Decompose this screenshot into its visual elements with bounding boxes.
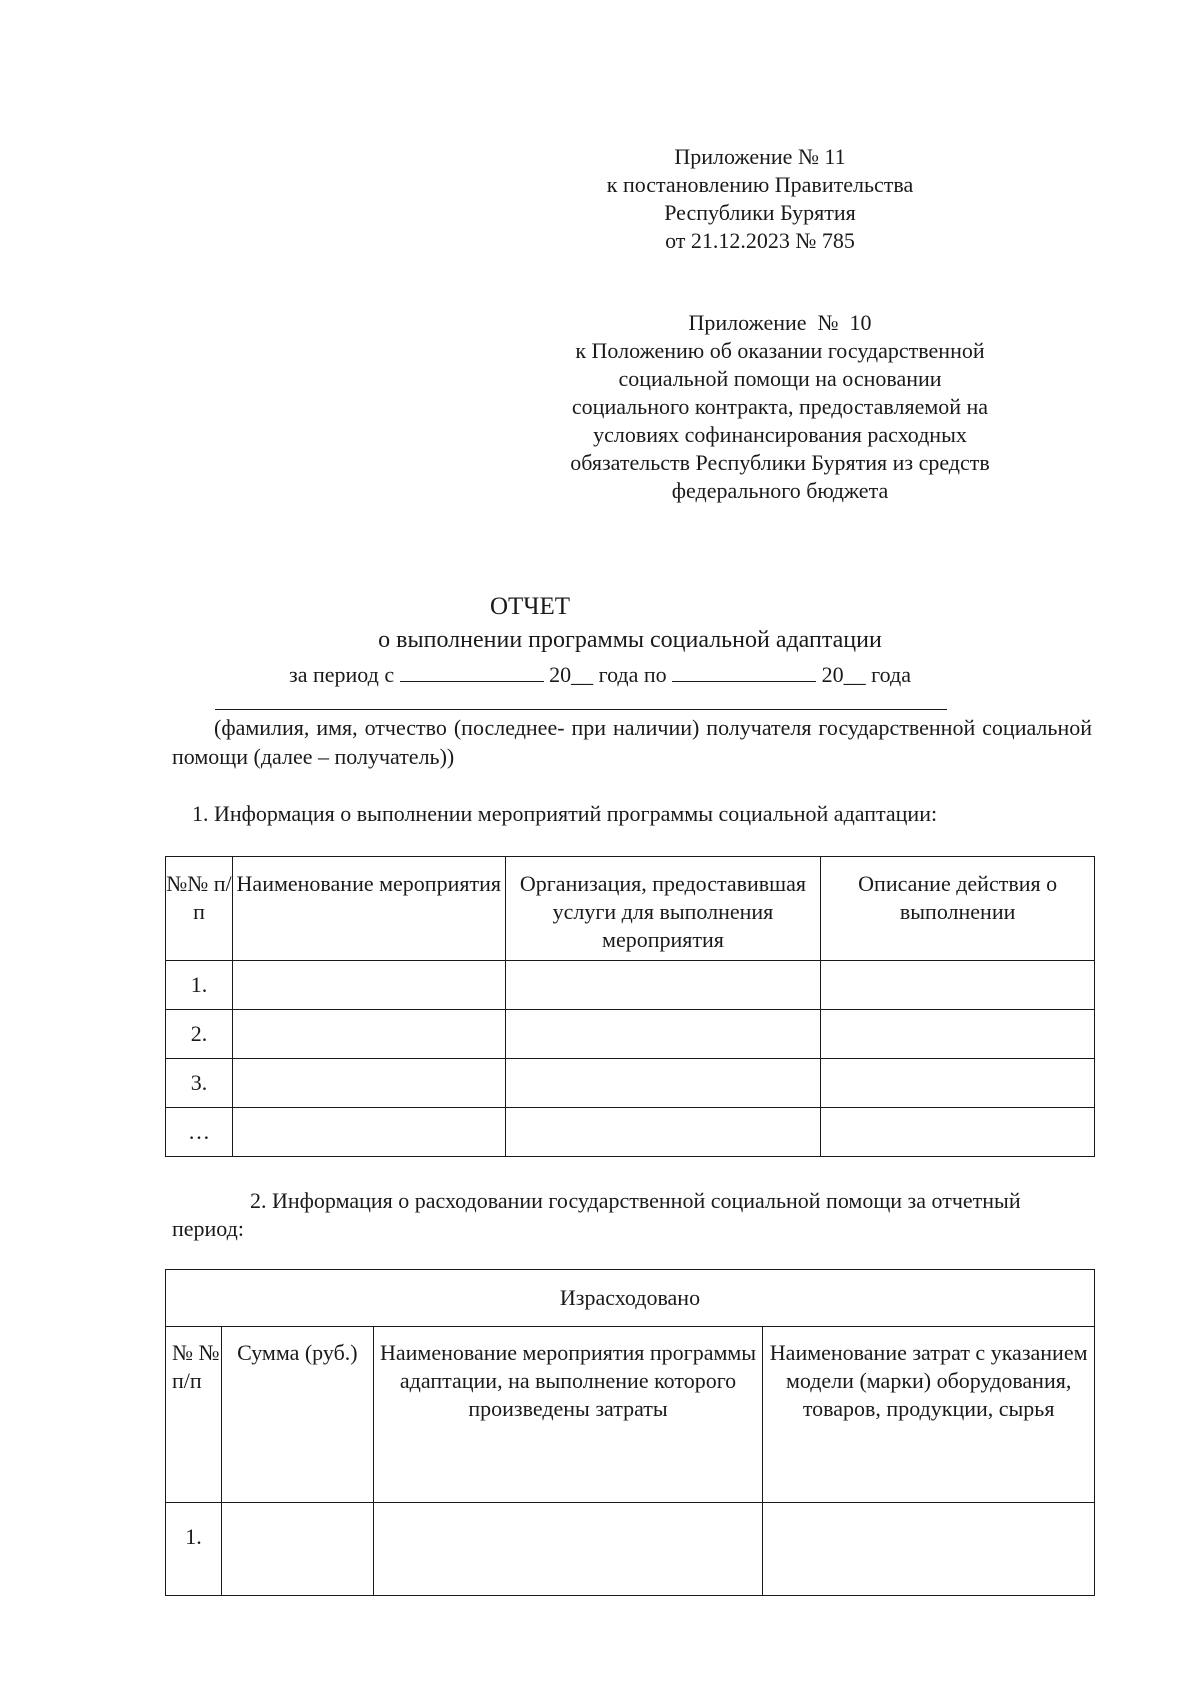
column-header-number: №№ п/п [166,857,233,961]
period-from-label: за период с [289,662,395,687]
column-header-activity: Наименование мероприятия [232,857,505,961]
recipient-name-blank[interactable] [215,709,947,710]
table-cell[interactable] [505,1108,821,1157]
table-row [166,1059,1095,1108]
table-cell[interactable] [221,1503,373,1596]
appendix-10-line: Приложение № 10 [688,310,872,335]
row-number: … [166,1108,233,1157]
appendix-10-line: социальной помощи на основании [618,366,942,391]
table-cell[interactable] [232,1108,505,1157]
table-row [166,961,1095,1010]
table-header-row [166,857,1095,961]
table-banner-row [166,1270,1095,1327]
column-header-activity: Наименование мероприятия программы адаптации, на выполнение которого произведены затраты [373,1327,763,1503]
period-end-blank[interactable] [672,657,816,682]
appendix-11-line: Приложение № 11 [674,144,846,169]
appendix-11-block [560,143,960,255]
column-header-number: № № п/п [166,1327,222,1503]
column-header-amount: Сумма (руб.) [221,1327,373,1503]
table-cell[interactable] [821,961,1095,1010]
appendix-10-line: федерального бюджета [671,478,889,503]
table-header-row [166,1327,1095,1503]
table-row [166,1010,1095,1059]
table-cell[interactable] [373,1503,763,1596]
period-year-suffix: года [871,662,911,687]
column-header-description: Описание действия о выполнении [821,857,1095,961]
recipient-note: (фамилия, имя, отчество (последнее- при наличии) получателя государственной социальной помощи (далее – получатель)) [172,715,1092,769]
row-number: 1. [166,961,233,1010]
appendix-11-line: от 21.12.2023 № 785 [665,228,855,253]
table-cell[interactable] [232,1059,505,1108]
table-row [166,1503,1095,1596]
section-2-heading: 2. Информация о расходовании государственной социальной помощи за отчетный период: [172,1188,1021,1241]
appendix-11-line: Республики Бурятия [664,200,856,225]
period-year-prefix-1: 20__ [549,662,594,687]
table-row [166,1108,1095,1157]
table-cell[interactable] [232,961,505,1010]
report-period-line [230,657,970,689]
table-cell[interactable] [763,1503,1095,1596]
expenses-table [165,1269,1095,1596]
table-cell[interactable] [821,1108,1095,1157]
section-1-heading: 1. Информация о выполнении мероприятий программы социальной адаптации: [192,801,938,826]
appendix-10-line: социального контракта, предоставляемой на [571,394,989,419]
period-start-blank[interactable] [400,657,544,682]
row-number: 2. [166,1010,233,1059]
table-cell[interactable] [505,1059,821,1108]
table-cell[interactable] [232,1010,505,1059]
table-cell[interactable] [821,1059,1095,1108]
period-to-label: года по [598,662,667,687]
table-cell[interactable] [505,961,821,1010]
row-number: 3. [166,1059,233,1108]
row-number: 1. [166,1503,222,1596]
column-header-organization: Организация, предоставившая услуги для выполнения мероприятия [505,857,821,961]
appendix-11-line: к постановлению Правительства [606,172,914,197]
report-subtitle: о выполнении программы социальной адаптации [378,627,882,653]
column-header-expense-name: Наименование затрат с указанием модели (марки) оборудования, товаров, продукции, сырья [763,1327,1095,1503]
appendix-10-line: обязательств Республики Бурятия из средств [570,450,990,475]
report-title: ОТЧЕТ [489,593,571,620]
table-cell[interactable] [821,1010,1095,1059]
appendix-10-block [520,309,1040,505]
table-cell[interactable] [505,1010,821,1059]
appendix-10-line: к Положению об оказании государственной [575,338,985,363]
appendix-10-line: условиях софинансирования расходных [593,422,967,447]
spent-banner: Израсходовано [166,1270,1095,1327]
period-year-prefix-2: 20__ [821,662,866,687]
activities-table [165,856,1095,1157]
